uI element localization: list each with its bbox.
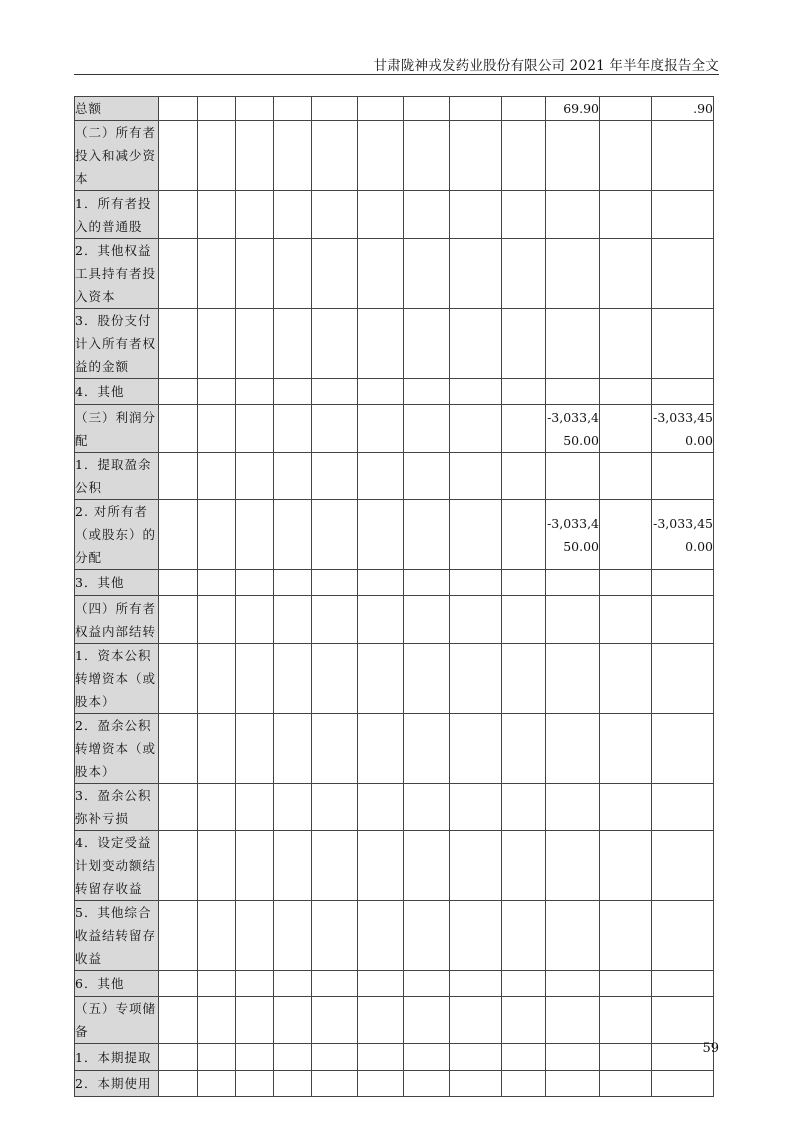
table-cell bbox=[236, 596, 274, 644]
table-row bbox=[75, 405, 714, 453]
table-cell bbox=[546, 379, 600, 405]
table-cell bbox=[274, 239, 312, 309]
table-cell bbox=[450, 1071, 502, 1097]
table-cell bbox=[358, 644, 404, 714]
table-cell bbox=[274, 997, 312, 1044]
table-cell bbox=[450, 191, 502, 239]
table-cell bbox=[652, 570, 714, 596]
table-cell bbox=[198, 1071, 236, 1097]
table-cell bbox=[502, 379, 546, 405]
table-cell bbox=[600, 453, 652, 500]
table-cell bbox=[404, 714, 450, 784]
table-cell bbox=[312, 714, 358, 784]
table-cell bbox=[312, 997, 358, 1044]
table-cell bbox=[236, 239, 274, 309]
table-cell bbox=[358, 714, 404, 784]
table-cell bbox=[652, 309, 714, 379]
table-cell bbox=[450, 971, 502, 997]
table-cell bbox=[312, 971, 358, 997]
table-cell bbox=[312, 121, 358, 191]
table-cell bbox=[502, 971, 546, 997]
table-cell bbox=[236, 453, 274, 500]
row-label: 3．股份支付计入所有者权益的金额 bbox=[75, 309, 159, 379]
table-cell: -3,033,450.00 bbox=[652, 500, 714, 570]
table-cell bbox=[404, 971, 450, 997]
table-cell bbox=[358, 1044, 404, 1071]
table-cell bbox=[358, 784, 404, 831]
table-cell bbox=[652, 784, 714, 831]
table-cell bbox=[236, 405, 274, 453]
table-cell bbox=[450, 379, 502, 405]
table-cell bbox=[450, 596, 502, 644]
table-cell bbox=[198, 644, 236, 714]
table-cell bbox=[274, 644, 312, 714]
table-row bbox=[75, 379, 714, 405]
table-cell bbox=[600, 901, 652, 971]
table-cell bbox=[358, 121, 404, 191]
table-cell bbox=[450, 784, 502, 831]
table-cell bbox=[198, 1044, 236, 1071]
table-cell bbox=[274, 500, 312, 570]
table-row bbox=[75, 239, 714, 309]
table-cell bbox=[502, 997, 546, 1044]
table-cell bbox=[600, 831, 652, 901]
table-cell bbox=[274, 901, 312, 971]
table-cell bbox=[159, 453, 198, 500]
table-cell bbox=[312, 1044, 358, 1071]
table-cell bbox=[546, 596, 600, 644]
table-cell bbox=[502, 309, 546, 379]
table-row bbox=[75, 500, 714, 570]
table-cell bbox=[546, 831, 600, 901]
table-cell bbox=[652, 644, 714, 714]
table-cell bbox=[652, 831, 714, 901]
table-cell: -3,033,450.00 bbox=[652, 405, 714, 453]
table-row bbox=[75, 453, 714, 500]
table-cell bbox=[404, 644, 450, 714]
table-cell bbox=[404, 309, 450, 379]
row-label: （五）专项储备 bbox=[75, 997, 159, 1044]
table-cell bbox=[358, 570, 404, 596]
table-cell bbox=[546, 901, 600, 971]
row-label: （四）所有者权益内部结转 bbox=[75, 596, 159, 644]
page-header bbox=[74, 52, 719, 75]
row-label: 1．资本公积转增资本（或股本） bbox=[75, 644, 159, 714]
table-cell bbox=[274, 784, 312, 831]
table-cell bbox=[450, 714, 502, 784]
table-cell bbox=[600, 997, 652, 1044]
table-row bbox=[75, 121, 714, 191]
table-cell bbox=[546, 644, 600, 714]
table-cell bbox=[358, 453, 404, 500]
table-cell bbox=[198, 500, 236, 570]
table-cell bbox=[502, 191, 546, 239]
table-cell bbox=[198, 596, 236, 644]
table-cell bbox=[236, 191, 274, 239]
table-cell bbox=[600, 644, 652, 714]
table-cell bbox=[159, 405, 198, 453]
table-cell: -3,033,450.00 bbox=[546, 500, 600, 570]
table-cell bbox=[358, 309, 404, 379]
table-cell bbox=[236, 379, 274, 405]
table-cell bbox=[404, 239, 450, 309]
table-cell bbox=[198, 379, 236, 405]
table-cell bbox=[600, 405, 652, 453]
table-cell bbox=[159, 239, 198, 309]
table-cell bbox=[198, 971, 236, 997]
table-cell bbox=[450, 500, 502, 570]
table-cell bbox=[274, 379, 312, 405]
table-cell bbox=[450, 1044, 502, 1071]
table-cell bbox=[198, 570, 236, 596]
table-cell bbox=[502, 644, 546, 714]
table-cell bbox=[450, 97, 502, 121]
table-cell bbox=[358, 901, 404, 971]
table-cell bbox=[502, 239, 546, 309]
row-label: 6．其他 bbox=[75, 971, 159, 997]
table-cell bbox=[600, 191, 652, 239]
table-cell bbox=[274, 309, 312, 379]
table-cell bbox=[198, 901, 236, 971]
table-cell bbox=[404, 901, 450, 971]
table-cell bbox=[159, 1071, 198, 1097]
row-label: 4．其他 bbox=[75, 379, 159, 405]
table-cell bbox=[404, 831, 450, 901]
table-cell bbox=[312, 405, 358, 453]
table-cell bbox=[358, 500, 404, 570]
table-cell bbox=[600, 97, 652, 121]
table-cell bbox=[600, 239, 652, 309]
table-cell bbox=[236, 831, 274, 901]
row-label: 总额 bbox=[75, 97, 159, 121]
table-cell bbox=[546, 239, 600, 309]
table-cell bbox=[652, 453, 714, 500]
table-cell bbox=[274, 191, 312, 239]
table-cell bbox=[450, 121, 502, 191]
table-cell bbox=[450, 901, 502, 971]
table-cell bbox=[652, 901, 714, 971]
table-row bbox=[75, 97, 714, 121]
table-cell bbox=[450, 997, 502, 1044]
table-cell bbox=[274, 1044, 312, 1071]
row-label: 5．其他综合收益结转留存收益 bbox=[75, 901, 159, 971]
table-cell bbox=[312, 239, 358, 309]
table-cell bbox=[274, 453, 312, 500]
table-cell bbox=[404, 1071, 450, 1097]
table-cell bbox=[198, 831, 236, 901]
table-cell bbox=[652, 121, 714, 191]
table-cell bbox=[358, 1071, 404, 1097]
row-label: 1．提取盈余公积 bbox=[75, 453, 159, 500]
table-cell bbox=[159, 714, 198, 784]
table-cell bbox=[450, 405, 502, 453]
row-label: 4．设定受益计划变动额结转留存收益 bbox=[75, 831, 159, 901]
table-cell bbox=[274, 596, 312, 644]
table-cell bbox=[274, 714, 312, 784]
table-cell bbox=[600, 570, 652, 596]
table-row bbox=[75, 596, 714, 644]
table-cell bbox=[600, 309, 652, 379]
equity-change-table bbox=[74, 96, 714, 1097]
table-cell bbox=[358, 831, 404, 901]
table-cell bbox=[600, 1044, 652, 1071]
table-cell bbox=[652, 239, 714, 309]
table-cell bbox=[236, 901, 274, 971]
row-label: （二）所有者投入和减少资本 bbox=[75, 121, 159, 191]
table-cell bbox=[600, 714, 652, 784]
table-cell bbox=[236, 121, 274, 191]
table-cell bbox=[404, 97, 450, 121]
row-label: 2．本期使用 bbox=[75, 1071, 159, 1097]
table-cell bbox=[652, 1071, 714, 1097]
table-cell bbox=[236, 1044, 274, 1071]
table-cell: 69.90 bbox=[546, 97, 600, 121]
table-cell bbox=[198, 714, 236, 784]
table-cell bbox=[652, 379, 714, 405]
table-row bbox=[75, 1044, 714, 1071]
table-cell bbox=[546, 191, 600, 239]
table-cell bbox=[236, 1071, 274, 1097]
table-cell bbox=[546, 784, 600, 831]
table-cell bbox=[236, 570, 274, 596]
table-cell bbox=[198, 191, 236, 239]
table-cell bbox=[198, 997, 236, 1044]
table-cell bbox=[274, 831, 312, 901]
table-cell bbox=[159, 901, 198, 971]
table-cell bbox=[502, 570, 546, 596]
table-cell bbox=[358, 239, 404, 309]
table-cell bbox=[546, 1071, 600, 1097]
table-cell bbox=[450, 453, 502, 500]
table-cell bbox=[652, 191, 714, 239]
table-cell bbox=[502, 121, 546, 191]
table-cell bbox=[236, 784, 274, 831]
table-cell bbox=[600, 971, 652, 997]
table-cell bbox=[159, 191, 198, 239]
table-cell bbox=[198, 784, 236, 831]
table-cell bbox=[159, 97, 198, 121]
table-cell bbox=[546, 1044, 600, 1071]
table-cell bbox=[358, 997, 404, 1044]
table-cell bbox=[358, 379, 404, 405]
table-cell bbox=[236, 997, 274, 1044]
table-cell bbox=[652, 971, 714, 997]
table-cell bbox=[236, 500, 274, 570]
table-row bbox=[75, 714, 714, 784]
table-cell bbox=[652, 997, 714, 1044]
table-cell bbox=[546, 453, 600, 500]
table-cell bbox=[312, 831, 358, 901]
table-row bbox=[75, 971, 714, 997]
table-cell bbox=[159, 570, 198, 596]
table-cell bbox=[358, 97, 404, 121]
table-cell bbox=[652, 596, 714, 644]
table-cell bbox=[404, 379, 450, 405]
table-cell bbox=[546, 309, 600, 379]
table-cell bbox=[546, 971, 600, 997]
table-cell bbox=[502, 1044, 546, 1071]
table-cell bbox=[502, 714, 546, 784]
table-cell bbox=[600, 596, 652, 644]
table-cell bbox=[236, 714, 274, 784]
table-cell bbox=[404, 1044, 450, 1071]
table-cell bbox=[159, 121, 198, 191]
table-cell bbox=[312, 570, 358, 596]
table-cell bbox=[600, 379, 652, 405]
table-row bbox=[75, 1071, 714, 1097]
table-cell bbox=[159, 784, 198, 831]
table-cell bbox=[312, 596, 358, 644]
table-cell bbox=[404, 405, 450, 453]
table-cell bbox=[450, 309, 502, 379]
header-title: 甘肃陇神戎发药业股份有限公司 2021 年半年度报告全文 bbox=[373, 58, 719, 74]
table-cell bbox=[159, 596, 198, 644]
table-cell bbox=[546, 121, 600, 191]
table-row bbox=[75, 570, 714, 596]
table-cell bbox=[159, 831, 198, 901]
table-cell bbox=[312, 500, 358, 570]
table-cell bbox=[404, 121, 450, 191]
table-row bbox=[75, 997, 714, 1044]
table-cell bbox=[404, 997, 450, 1044]
table-cell bbox=[159, 1044, 198, 1071]
table-row bbox=[75, 309, 714, 379]
table-cell bbox=[546, 997, 600, 1044]
table-cell bbox=[502, 831, 546, 901]
table-cell bbox=[502, 500, 546, 570]
table-cell bbox=[236, 971, 274, 997]
row-label: 2．盈余公积转增资本（或股本） bbox=[75, 714, 159, 784]
table-cell bbox=[159, 379, 198, 405]
table-row bbox=[75, 901, 714, 971]
row-label: 2. 对所有者（或股东）的分配 bbox=[75, 500, 159, 570]
table-cell bbox=[358, 191, 404, 239]
table-cell bbox=[404, 784, 450, 831]
table-cell bbox=[312, 453, 358, 500]
table-cell bbox=[600, 1071, 652, 1097]
table-cell: .90 bbox=[652, 97, 714, 121]
table-cell bbox=[159, 644, 198, 714]
table-cell bbox=[159, 500, 198, 570]
table-cell bbox=[502, 97, 546, 121]
table-cell bbox=[312, 309, 358, 379]
table-cell bbox=[198, 121, 236, 191]
table-row bbox=[75, 831, 714, 901]
table-cell bbox=[358, 405, 404, 453]
table-cell bbox=[274, 405, 312, 453]
row-label: 2．其他权益工具持有者投入资本 bbox=[75, 239, 159, 309]
table-cell bbox=[600, 784, 652, 831]
table-cell bbox=[312, 379, 358, 405]
page-number: 59 bbox=[702, 1041, 719, 1056]
table-cell bbox=[404, 500, 450, 570]
table-cell bbox=[198, 405, 236, 453]
table-cell bbox=[358, 971, 404, 997]
table-cell bbox=[312, 191, 358, 239]
row-label: 1．所有者投入的普通股 bbox=[75, 191, 159, 239]
table-cell bbox=[274, 121, 312, 191]
table-cell bbox=[450, 239, 502, 309]
table-cell bbox=[502, 784, 546, 831]
table-cell bbox=[358, 596, 404, 644]
table-cell bbox=[274, 1071, 312, 1097]
table-cell bbox=[236, 644, 274, 714]
row-label: 3．其他 bbox=[75, 570, 159, 596]
table-cell bbox=[198, 453, 236, 500]
table-cell bbox=[312, 1071, 358, 1097]
table-cell bbox=[502, 901, 546, 971]
table-cell bbox=[159, 971, 198, 997]
table-cell bbox=[600, 121, 652, 191]
table-cell bbox=[404, 596, 450, 644]
table-row bbox=[75, 784, 714, 831]
table-cell bbox=[236, 309, 274, 379]
table-cell bbox=[450, 831, 502, 901]
table-cell bbox=[502, 405, 546, 453]
table-cell bbox=[159, 309, 198, 379]
table-cell: -3,033,450.00 bbox=[546, 405, 600, 453]
table-cell bbox=[274, 570, 312, 596]
row-label: （三）利润分配 bbox=[75, 405, 159, 453]
row-label: 3．盈余公积弥补亏损 bbox=[75, 784, 159, 831]
table-cell bbox=[236, 97, 274, 121]
table-cell bbox=[198, 97, 236, 121]
table-cell bbox=[312, 784, 358, 831]
table-cell bbox=[159, 997, 198, 1044]
table-cell bbox=[450, 570, 502, 596]
table-cell bbox=[312, 644, 358, 714]
table-cell bbox=[312, 97, 358, 121]
table-cell bbox=[274, 971, 312, 997]
table-cell bbox=[600, 500, 652, 570]
table-cell bbox=[198, 309, 236, 379]
table-row bbox=[75, 191, 714, 239]
table-cell bbox=[450, 644, 502, 714]
table-cell bbox=[652, 714, 714, 784]
table-cell bbox=[312, 901, 358, 971]
table-cell bbox=[404, 570, 450, 596]
row-label: 1．本期提取 bbox=[75, 1044, 159, 1071]
table-row bbox=[75, 644, 714, 714]
table-cell bbox=[502, 453, 546, 500]
table-cell bbox=[546, 570, 600, 596]
table-cell bbox=[502, 596, 546, 644]
table-cell bbox=[404, 191, 450, 239]
table-cell bbox=[404, 453, 450, 500]
table-cell bbox=[274, 97, 312, 121]
table-cell bbox=[502, 1071, 546, 1097]
table-cell bbox=[198, 239, 236, 309]
table-cell bbox=[546, 714, 600, 784]
